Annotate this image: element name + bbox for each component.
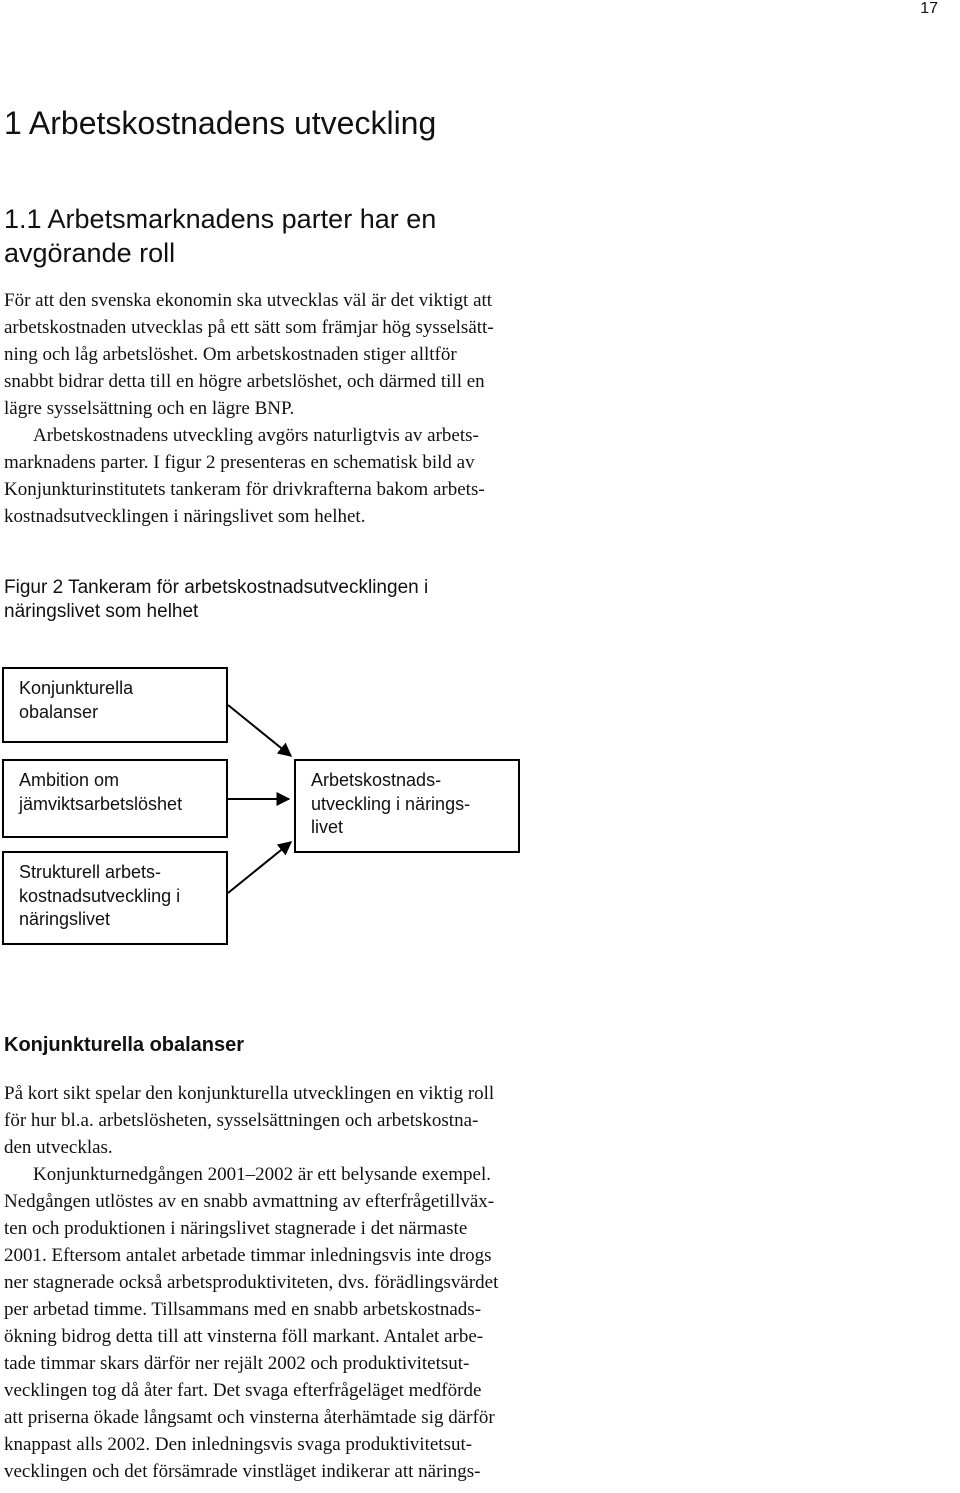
diagram-box-cyclical-imbalances bbox=[2, 667, 228, 743]
text-line: ökning bidrog detta till att vinsterna föll markant. Antalet arbe- bbox=[4, 1326, 484, 1347]
text-line: tade timmar skars därför ner rejält 2002 och produktivitetsut- bbox=[4, 1353, 470, 1374]
text-line: arbetskostnaden utvecklas på ett sätt som främjar hög sysselsätt- bbox=[4, 317, 494, 338]
text-line: ten och produktionen i näringslivet stagnerade i det närmaste bbox=[4, 1218, 468, 1239]
caption-line: Figur 2 Tankeram för arbetskostnadsutvecklingen i bbox=[4, 577, 429, 598]
text-line: knappast alls 2002. Den inledningsvis svaga produktivitetsut- bbox=[4, 1434, 473, 1455]
intro-paragraph bbox=[4, 287, 944, 530]
chapter-heading: 1 Arbetskostnadens utveckling bbox=[4, 105, 437, 141]
box-line: obalanser bbox=[19, 701, 99, 722]
section-heading-line: 1.1 Arbetsmarknadens parter har en bbox=[4, 204, 437, 234]
arrow-from-box1 bbox=[228, 705, 291, 756]
box-line: kostnadsutveckling i bbox=[19, 885, 181, 906]
box-line: utveckling i närings- bbox=[311, 793, 471, 814]
text-line: den utvecklas. bbox=[4, 1137, 113, 1158]
box-line: Strukturell arbets- bbox=[19, 862, 162, 882]
text-line: snabbt bidrar detta till en högre arbetslöshet, och därmed till en bbox=[4, 371, 485, 392]
box-line: livet bbox=[311, 817, 344, 837]
caption-line: näringslivet som helhet bbox=[4, 601, 199, 622]
box-line: Konjunkturella bbox=[19, 678, 134, 698]
text-line: marknadens parter. I figur 2 presenteras en schematisk bild av bbox=[4, 452, 475, 473]
box-line: näringslivet bbox=[19, 909, 111, 929]
text-line: kostnadsutvecklingen i näringslivet som helhet. bbox=[4, 506, 366, 527]
text-line: vecklingen och det försämrade vinstläget indikerar att närings- bbox=[4, 1461, 481, 1482]
text-line: På kort sikt spelar den konjunkturella utvecklingen en viktig roll bbox=[4, 1083, 495, 1104]
text-line: Konjunkturinstitutets tankeram för drivkrafterna bakom arbets- bbox=[4, 479, 485, 500]
text-line: för hur bl.a. arbetslösheten, sysselsättningen och arbetskostna- bbox=[4, 1110, 479, 1131]
text-line: 2001. Eftersom antalet arbetade timmar inledningsvis inte drogs bbox=[4, 1245, 492, 1266]
box-line: Ambition om bbox=[19, 770, 120, 790]
text-line: Nedgången utlöstes av en snabb avmattning av efterfrågetillväx- bbox=[4, 1191, 495, 1212]
text-line: ner stagnerade också arbetsproduktiviteten, dvs. förädlingsvärdet bbox=[4, 1272, 499, 1293]
text-line: vecklingen tog då åter fart. Det svaga efterfrågeläget medförde bbox=[4, 1380, 482, 1401]
box-line: jämviktsarbetslöshet bbox=[19, 793, 183, 814]
text-line: ning och låg arbetslöshet. Om arbetskostnaden stiger alltför bbox=[4, 344, 457, 365]
figure-caption bbox=[4, 576, 428, 624]
text-line: För att den svenska ekonomin ska utvecklas väl är det viktigt att bbox=[4, 290, 493, 311]
text-line: Konjunkturnedgången 2001–2002 är ett belysande exempel. bbox=[33, 1164, 491, 1185]
diagram-box-labour-cost-outcome bbox=[294, 759, 520, 853]
text-line: lägre sysselsättning och en lägre BNP. bbox=[4, 398, 295, 419]
text-line: per arbetad timme. Tillsammans med en snabb arbetskostnads- bbox=[4, 1299, 482, 1320]
body-paragraph bbox=[4, 1080, 944, 1485]
subsection-heading: Konjunkturella obalanser bbox=[4, 1034, 245, 1056]
page-number: 17 bbox=[920, 0, 938, 17]
text-line: Arbetskostnadens utveckling avgörs naturligtvis av arbets- bbox=[33, 425, 479, 446]
diagram-box-equilibrium-unemployment bbox=[2, 759, 228, 838]
diagram-box-structural-labour-cost bbox=[2, 851, 228, 945]
box-line: Arbetskostnads- bbox=[311, 770, 442, 790]
section-heading bbox=[4, 202, 436, 270]
section-heading-line: avgörande roll bbox=[4, 238, 176, 268]
text-line: att priserna ökade långsamt och vinsterna återhämtade sig därför bbox=[4, 1407, 495, 1428]
arrow-from-box3 bbox=[228, 842, 291, 893]
